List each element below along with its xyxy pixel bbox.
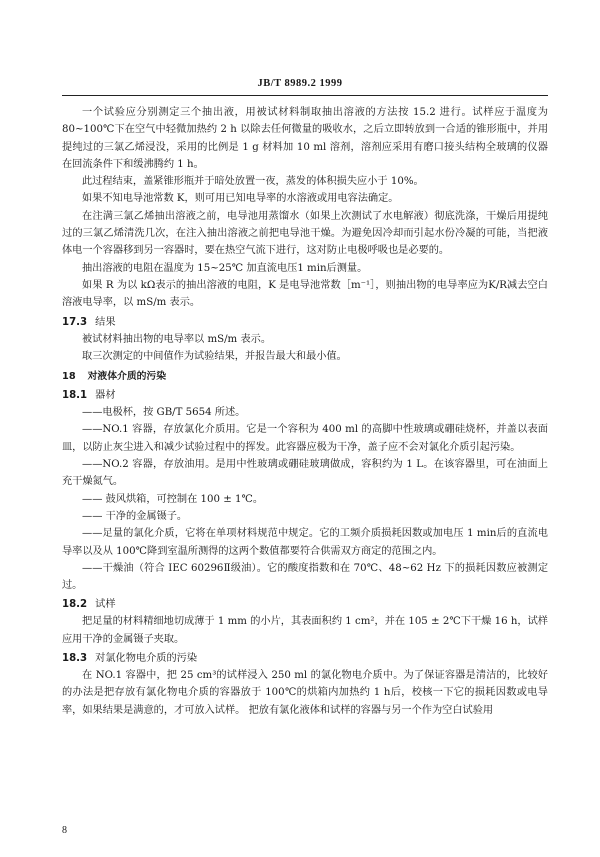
paragraph: 在 NO.1 容器中，把 25 cm³的试样浸入 250 ml 的氯化物电介质中。为了保证容器是清洁的，比较好的办法是把存放有氯化物电介质的容器放于 100℃的烘箱内加热约 1 h后，校核一下它的损耗因数或电导率，如果结果是满意的，才可放入试样。 把放有氯化液体和试样的容器与另一个作为空白试验用: [62, 670, 548, 716]
list-item: ——干燥油（符合 IEC 60296Ⅱ级油）。它的酸度指数和在 70℃、48~62 Hz 下的损耗因数应被测定过。: [62, 562, 548, 592]
list-item: ——NO.1 容器，存放氯化介质用。它是一个容积为 400 ml 的高脚中性玻璃或硼硅烧杯，并盖以表面皿，以防止灰尘进入和减少试验过程中的挥发。此容器应极为干净，盖子应不会对氯化介质引起污染。: [62, 424, 548, 453]
heading-title: 试样: [95, 599, 116, 611]
page-body: [62, 104, 548, 719]
paragraph: 如果不知电导池常数 K，则可用已知电导率的水溶液或用电容法确定。: [82, 193, 399, 205]
list-item: ——电极杯，按 GB/T 5654 所述。: [82, 407, 246, 419]
header-rule: [62, 95, 548, 96]
list-item: ——足量的氯化介质，它将在单项材料规范中规定。它的工频介质损耗因数或加电压 1 min后的直流电导率以及从 100℃降到室温所测得的这两个数值都要符合供需双方商定的范围之内。: [62, 528, 548, 557]
document-header: JB/T 8989.2 1999: [257, 78, 343, 89]
heading-number: 18: [62, 371, 76, 383]
list-item: ——NO.2 容器，存放油用。是用中性玻璃或硼硅玻璃做成，容积约为 1 L。在该容器里，可在油面上充干燥氮气。: [62, 459, 548, 488]
heading-number: 17.3: [62, 316, 88, 328]
paragraph: 此过程结束，盖紧锥形瓶并于暗处放置一夜，蒸发的体积损失应小于 10%。: [82, 176, 424, 188]
page-number: 8: [62, 825, 67, 836]
heading-number: 18.1: [62, 390, 88, 402]
heading-18-3: [62, 650, 548, 667]
heading-18-1: [62, 387, 548, 404]
heading-17-3: [62, 314, 548, 331]
paragraph: 在注满三氯乙烯抽出溶液之前，电导池用蒸馏水（如果上次测试了水电解液）彻底洗涤，干燥后用提纯过的三氯乙烯清洗几次，在注入抽出溶液之前把电导池干燥。为避免因冷却而引起水份冷凝的可能，当把液体电一个容器移到另一容器时，要在热空气流下进行，这对防止电极呼吸也是必要的。: [62, 210, 548, 257]
paragraph: 如果 R 为以 kΩ表示的抽出溶液的电阻，K 是电导池常数［m⁻¹］，则抽出物的电导率应为K/R减去空白溶液电导率，以 mS/m 表示。: [62, 279, 548, 309]
heading-18: [62, 368, 548, 385]
heading-18-2: [62, 596, 548, 613]
list-item: —— 鼓风烘箱，可控制在 100 ± 1℃。: [82, 493, 264, 505]
list-item: —— 干净的金属镊子。: [82, 510, 188, 522]
heading-title: 对氯化物电介质的污染: [95, 653, 198, 665]
heading-number: 18.2: [62, 599, 88, 611]
heading-title: 器材: [95, 390, 116, 402]
paragraph: 抽出溶液的电阻在温度为 15~25℃ 加直流电压1 min后测量。: [82, 262, 368, 274]
paragraph: 把足量的材料精细地切成薄于 1 mm 的小片，其表面积约 1 cm²，并在 105 ± 2℃下干燥 16 h，试样应用干净的金属镊子夹取。: [62, 616, 548, 645]
heading-title: 对液体介质的污染: [87, 371, 167, 383]
heading-title: 结果: [95, 316, 116, 328]
heading-number: 18.3: [62, 653, 88, 665]
paragraph: 一个试验应分别测定三个抽出液，用被试材料制取抽出溶液的方法按 15.2 进行。试样应于温度为 80~100℃下在空气中轻微加热约 2 h 以除去任何微量的吸收水，之后立即转放到一合适的锥形瓶中，并用提纯过的三氯乙烯浸没，采用的比例是 1 g 材料加 10 ml 溶剂，溶剂应采用有磨口接头结构全玻璃的仪器在回流条件下和缓沸腾约 1 h。: [62, 107, 548, 170]
paragraph: 取三次测定的中间值作为试验结果，并报告最大和最小值。: [82, 350, 347, 362]
paragraph: 被试材料抽出物的电导率以 mS/m 表示。: [82, 333, 272, 345]
